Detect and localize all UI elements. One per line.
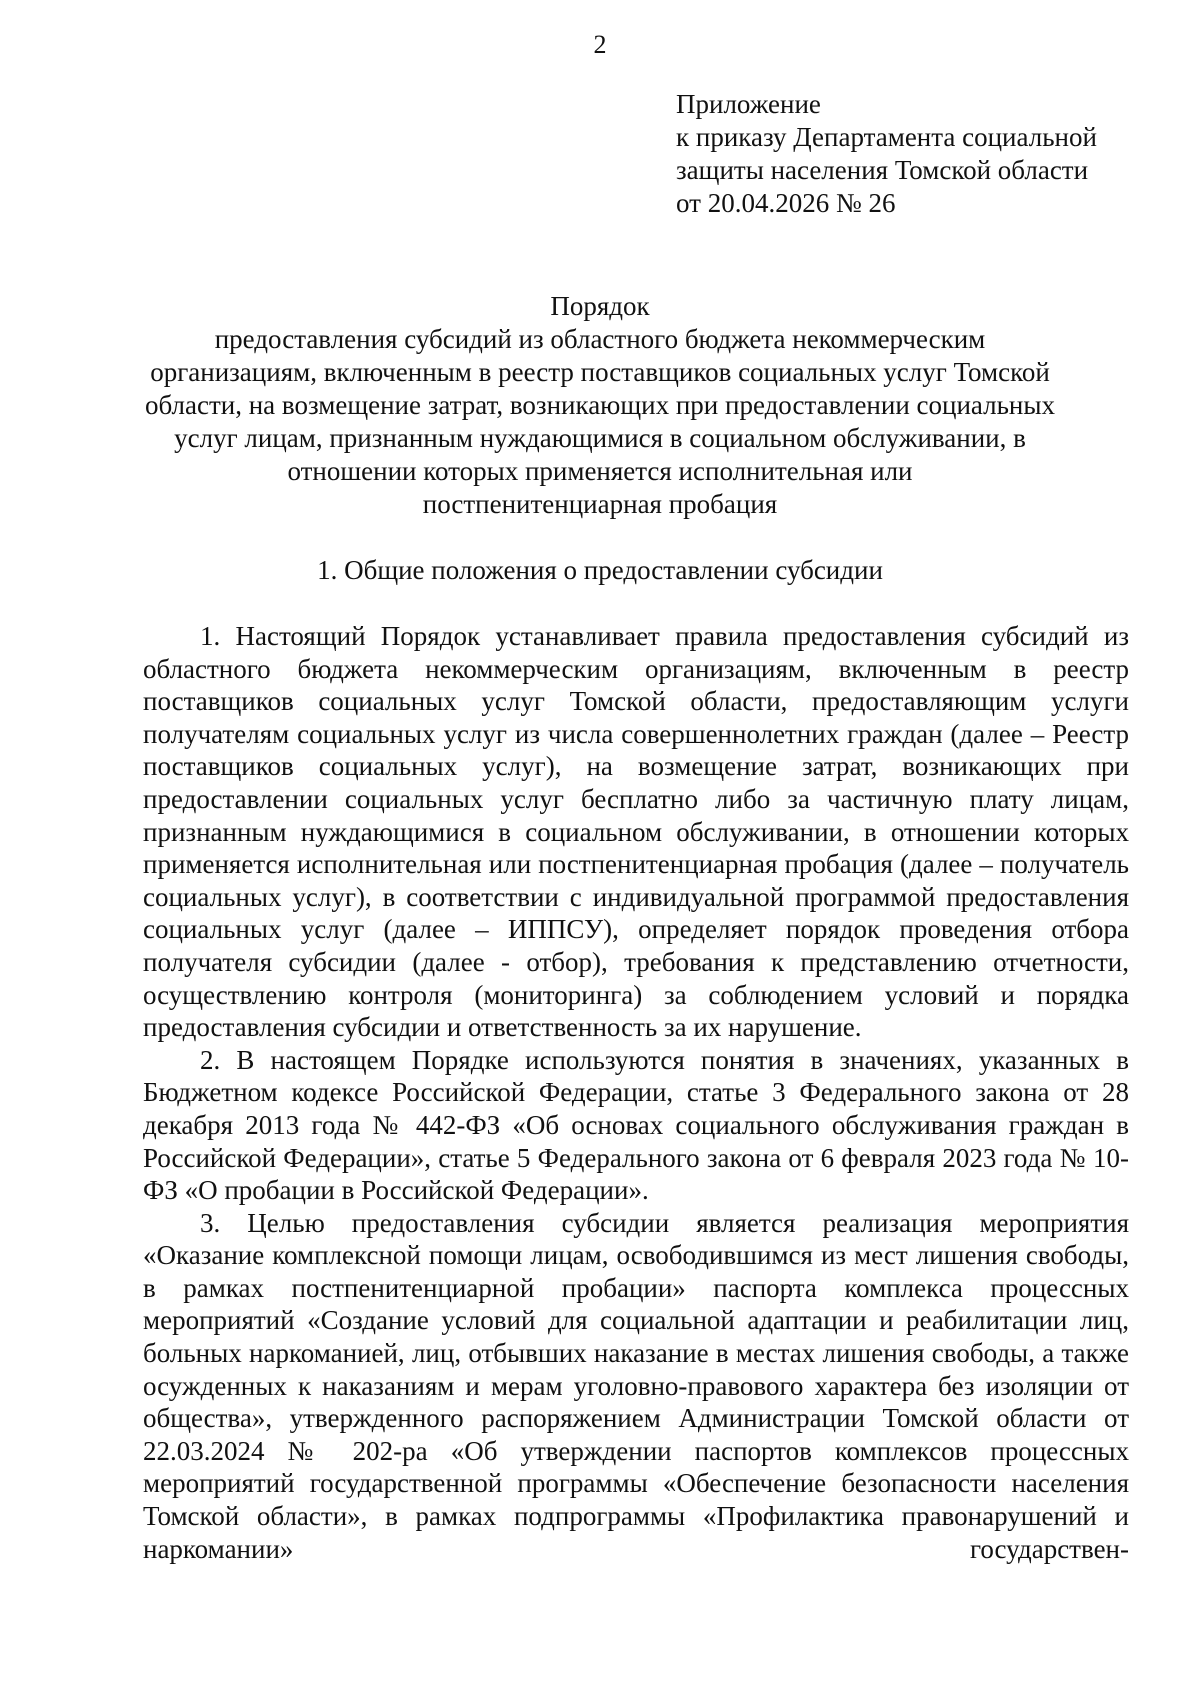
- appendix-line: от 20.04.2026 № 26: [676, 188, 896, 218]
- appendix-line: Приложение: [676, 89, 821, 119]
- title-line: постпенитенциарная пробация: [422, 489, 778, 519]
- section-heading: 1. Общие положения о предоставлении субсидии: [317, 555, 883, 585]
- document-title: [100, 290, 1100, 521]
- title-heading: Порядок: [550, 291, 650, 321]
- body-text: [143, 620, 1129, 1565]
- paragraph-3: 3. Целью предоставления субсидии является реализация мероприятия «Оказание комплексной помощи лицам, освободившимся из мест лишения свободы, в рамках постпенитенциарной пробации» паспорта комплекса процессных мероприятий «Создание условий для социальной адаптации и реабилитации лиц, больных наркоманией, лиц, отбывших наказание в местах лишения свободы, а также осужденных к наказаниям и мерам уголовно-правового характера без изоляции от общества», утвержденного распоряжением Администрации Томской области от 22.03.2024 № 202-ра «Об утверждении паспортов комплексов процессных мероприятий государственной программы «Обеспечение безопасности населения Томской области», в рамках подпрограммы «Профилактика правонарушений и наркомании» государствен-: [143, 1207, 1129, 1564]
- title-line: организациям, включенным в реестр поставщиков социальных услуг Томской: [150, 357, 1050, 387]
- page-number: 2: [593, 30, 607, 59]
- appendix-line: защиты населения Томской области: [676, 155, 1089, 185]
- title-line: услуг лицам, признанным нуждающимися в социальном обслуживании, в: [174, 423, 1026, 453]
- title-line: области, на возмещение затрат, возникающих при предоставлении социальных: [144, 390, 1056, 420]
- paragraph-2: 2. В настоящем Порядке используются понятия в значениях, указанных в Бюджетном кодексе Российской Федерации, статье 3 Федерального закона от 28 декабря 2013 года № 442-ФЗ «Об основах социального обслуживания граждан в Российской Федерации», статье 5 Федерального закона от 6 февраля 2023 года № 10-ФЗ «О пробации в Российской Федерации».: [143, 1044, 1129, 1206]
- appendix-block: [676, 88, 1176, 220]
- appendix-line: к приказу Департамента социальной: [676, 122, 1097, 152]
- title-line: предоставления субсидий из областного бюджета некоммерческим: [214, 324, 986, 354]
- title-line: отношении которых применяется исполнительная или: [287, 456, 913, 486]
- paragraph-1: 1. Настоящий Порядок устанавливает правила предоставления субсидий из областного бюджета некоммерческим организациям, включенным в реестр поставщиков социальных услуг Томской области, предоставляющим услуги получателям социальных услуг из числа совершеннолетних граждан (далее – Реестр поставщиков социальных услуг), на возмещение затрат, возникающих при предоставлении социальных услуг бесплатно либо за частичную плату лицам, признанным нуждающимися в социальном обслуживании, в отношении которых применяется исполнительная или постпенитенциарная пробация (далее – получатель социальных услуг), в соответствии с индивидуальной программой предоставления социальных услуг (далее – ИППСУ), определяет порядок проведения отбора получателя субсидии (далее - отбор), требования к представлению отчетности, осуществлению контроля (мониторинга) за соблюдением условий и порядка предоставления субсидии и ответственность за их нарушение.: [143, 621, 1129, 1043]
